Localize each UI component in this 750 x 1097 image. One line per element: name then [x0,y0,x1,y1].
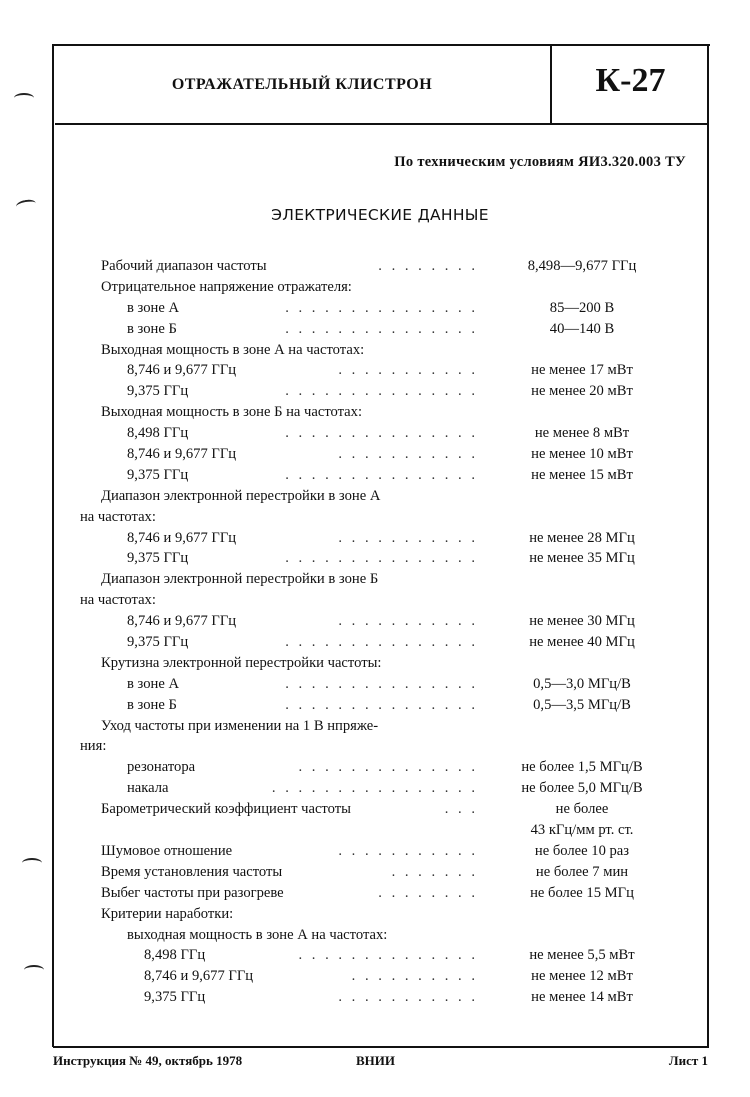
row-leader-dots: . . . . . . . . . . . . . . . [285,320,478,337]
row-leader-dots: . . . . . . . . . . . . . . . [285,466,478,483]
row-value: не менее 15 мВт [531,466,633,483]
row-label: выходная мощность в зоне А на частотах: [127,926,388,943]
row-value: не менее 20 мВт [531,383,633,400]
row-leader-dots: . . . . . . . . [378,884,478,901]
row-leader-dots: . . . . . . . . . . . [338,362,478,379]
data-row [0,256,750,277]
row-leader-dots: . . . [444,801,478,818]
document-title: ОТРАЖАТЕЛЬНЫЙ КЛИСТРОН [171,76,433,93]
row-label: 9,375 ГГц [144,989,206,1006]
data-row [0,653,750,674]
row-leader-dots: . . . . . . . . . . . . . . [298,759,478,776]
section-title: ЭЛЕКТРИЧЕСКИЕ ДАННЫЕ [271,206,489,224]
row-label: Выбег частоты при разогреве [101,884,284,901]
row-value: не менее 14 мВт [531,989,633,1006]
row-value: 40—140 В [549,320,615,337]
row-leader-dots: . . . . . . . . . . . . . . . [285,550,478,567]
row-label: 9,375 ГГц [127,634,189,651]
row-value: 0,5—3,5 МГц/В [533,696,631,713]
row-value: не менее 8 мВт [534,425,630,442]
row-value: 0,5—3,0 МГц/В [533,675,631,692]
data-row [0,360,750,381]
row-label: в зоне А [127,299,179,316]
row-value: 43 кГц/мм рт. ст. [530,822,634,839]
row-leader-dots: . . . . . . . . [378,258,478,274]
data-row [0,632,750,653]
frame-top-line [53,44,710,46]
data-row [0,695,750,716]
row-value: 85—200 В [549,299,615,316]
data-row [0,381,750,402]
data-row [0,423,750,444]
footer-instruction: Инструкция № 49, октябрь 1978 [53,1053,243,1068]
data-row [0,444,750,465]
data-row [0,590,750,611]
row-leader-dots: . . . . . . . . . . . . . . . [285,425,478,442]
data-row [0,883,750,904]
row-leader-dots: . . . . . . . . . . . . . . [298,947,478,964]
data-row [0,611,750,632]
row-label: 9,375 ГГц [127,383,189,400]
data-row [0,925,750,946]
row-label: в зоне А [127,675,179,692]
row-label: 8,746 и 9,677 ГГц [127,446,237,463]
row-label: резонатора [127,759,196,776]
row-leader-dots: . . . . . . . . . . . [338,529,478,546]
data-row [0,736,750,757]
row-value: не более 7 мин [535,863,629,880]
row-value: не менее 5,5 мВт [529,947,635,964]
data-row [0,298,750,319]
row-value: не более 15 МГц [530,884,634,901]
data-row [0,945,750,966]
row-leader-dots: . . . . . . . . . . . . . . . [285,634,478,651]
row-value: не менее 10 мВт [531,446,633,463]
data-row [0,319,750,340]
row-leader-dots: . . . . . . . . . . . [338,446,478,463]
row-value: не более [555,801,609,818]
row-label: Крутизна электронной перестройки частоты: [101,654,382,671]
data-row [0,569,750,590]
footer-sheet-number: Лист 1 [668,1053,708,1068]
header-divider-line [55,123,708,125]
row-leader-dots: . . . . . . . . . . . . . . . [285,696,478,713]
electrical-data-list [0,256,750,1008]
data-row [0,987,750,1008]
row-value: не менее 12 мВт [531,968,633,985]
footer-organization: ВНИИ [356,1053,396,1068]
data-row [0,841,750,862]
row-value: не более 10 раз [534,842,630,859]
data-row [0,548,750,569]
row-value: не более 1,5 МГц/В [521,759,643,776]
row-label: Барометрический коэффициент частоты [101,801,351,818]
frame-bottom-line [53,1046,709,1048]
row-label: 8,498 ГГц [144,947,206,964]
data-row [0,507,750,528]
data-row [0,402,750,423]
data-row [0,716,750,737]
row-leader-dots: . . . . . . . . . . . [338,842,478,859]
row-label: 8,746 и 9,677 ГГц [144,968,254,985]
row-label: в зоне Б [127,696,177,713]
row-label: Время установления частоты [101,863,283,880]
data-row [0,966,750,987]
row-label: Выходная мощность в зоне Б на частотах: [101,404,363,421]
row-label: Шумовое отношение [101,842,233,859]
data-row [0,486,750,507]
data-row [0,340,750,361]
row-leader-dots: . . . . . . . . . . . [338,989,478,1006]
data-row [0,757,750,778]
row-label: ния: [80,738,107,755]
binder-hole-mark [14,93,34,103]
row-label: 8,746 и 9,677 ГГц [127,362,237,379]
row-leader-dots: . . . . . . . . . . . . . . . [285,383,478,400]
row-value: не менее 40 МГц [529,634,635,651]
row-leader-dots: . . . . . . . . . . [351,968,478,985]
data-row [0,862,750,883]
row-label: Выходная мощность в зоне А на частотах: [101,341,365,358]
data-row [0,277,750,298]
row-label: накала [127,780,169,797]
row-leader-dots: . . . . . . . . . . . [338,613,478,630]
row-label: Отрицательное напряжение отражателя: [101,278,352,295]
row-label: 8,746 и 9,677 ГГц [127,613,237,630]
row-label: на частотах: [80,592,156,609]
row-label: в зоне Б [127,320,177,337]
device-code: К-27 [595,62,666,99]
row-leader-dots: . . . . . . . . . . . . . . . . [271,780,478,797]
row-value: не менее 28 МГц [529,529,635,546]
row-label: 9,375 ГГц [127,466,189,483]
data-row [0,778,750,799]
data-row [0,799,750,820]
row-value: не менее 30 МГц [529,613,635,630]
data-row [0,820,750,841]
row-label: Диапазон электронной перестройки в зоне А [101,487,381,504]
row-label: Рабочий диапазон частоты [101,258,267,274]
row-leader-dots: . . . . . . . . . . . . . . . [285,675,478,692]
row-value: не более 5,0 МГц/В [521,780,643,797]
data-row [0,904,750,925]
data-row [0,528,750,549]
data-row [0,465,750,486]
row-label: 8,746 и 9,677 ГГц [127,529,237,546]
spec-reference: По техническим условиям ЯИ3.320.003 ТУ [394,154,686,170]
row-leader-dots: . . . . . . . . . . . . . . . [285,299,478,316]
data-row [0,674,750,695]
row-label: Критерии наработки: [101,905,234,922]
row-label: Уход частоты при изменении на 1 В нпряже- [101,717,379,734]
row-label: Диапазон электронной перестройки в зоне Б [101,571,379,588]
row-value: не менее 17 мВт [531,362,633,379]
row-label: 9,375 ГГц [127,550,189,567]
row-value: 8,498—9,677 ГГц [527,258,637,274]
row-value: не менее 35 МГц [529,550,635,567]
row-label: 8,498 ГГц [127,425,189,442]
row-leader-dots: . . . . . . . [391,863,478,880]
row-label: на частотах: [80,508,156,525]
